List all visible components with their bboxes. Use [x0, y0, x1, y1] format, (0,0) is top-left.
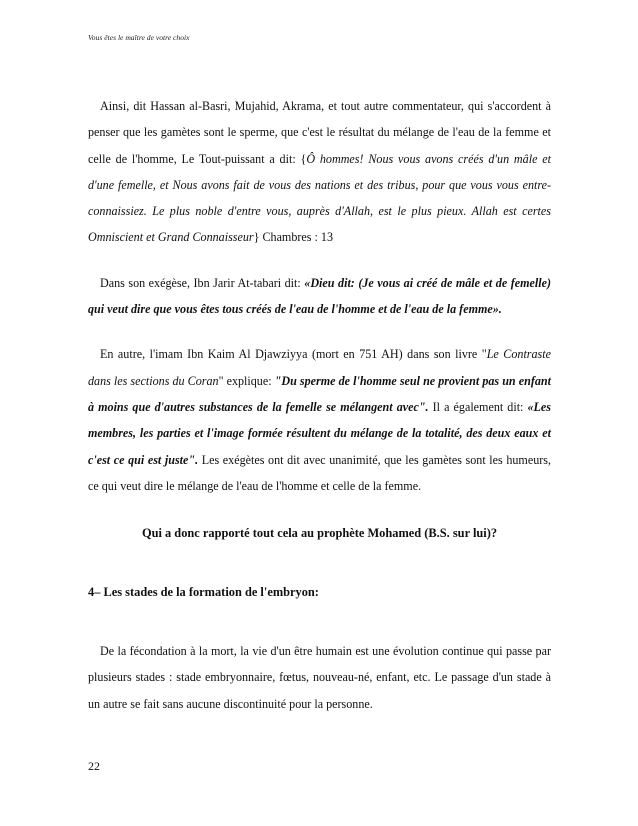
running-header: Vous êtes le maître de votre choix	[88, 33, 190, 42]
ibn-kaim-quote-1: "Du sperme de l'homme seul ne provient pas un enfant à moins que d'autres substances de la femelle se mélangent avec".	[88, 373, 551, 414]
paragraph-stages: De la fécondation à la mort, la vie d'un être humain est une évolution continue qui passe par plusieurs stades : stade embryonnaire, fœtus, nouveau-né, enfant, etc. Le passage d'un stade à un autre se fait sans aucune discontinuité pour la personne.	[88, 644, 551, 711]
paragraph-text: Ainsi, dit Hassan al-Basri, Mujahid, Akrama, et tout autre commentateur, qui s'accordent à penser que les gamètes sont le sperme, que c'est le résultat du mélange de l'eau de la femme et celle de l'homme, Le Tout-puissant a dit: {	[88, 99, 551, 166]
paragraph-tabari	[88, 270, 551, 323]
tabari-quote: «Dieu dit: (Je vous ai créé de mâle et de femelle) qui veut dire que vous êtes tous créés de l'eau de l'homme et de l'eau de la femme».	[88, 275, 551, 317]
quran-reference: } Chambres : 13	[253, 230, 333, 245]
paragraph-text: Il a également dit:	[428, 399, 528, 414]
quran-quote: Ô hommes! Nous vous avons créés d'un mâle et d'une femelle, et Nous avons fait de vous des nations et des tribus, pour que vous vous entre-connaissiez. Le plus noble d'entre vous, auprès d'Allah, est le plus pieux. Allah est certes Omniscient et Grand Connaisseur	[88, 151, 551, 245]
page-number: 22	[88, 759, 100, 773]
paragraph-mixing-waters	[88, 93, 551, 251]
paragraph-text: " explique:	[218, 373, 275, 388]
paragraph-text: En autre, l'imam Ibn Kaim Al Djawziyya (mort en 751 AH) dans son livre "	[100, 347, 487, 362]
section-heading: 4– Les stades de la formation de l'embryon:	[88, 585, 319, 600]
paragraph-ibn-kaim	[88, 341, 551, 499]
book-title: Le Contraste dans les sections du Coran	[88, 347, 551, 388]
rhetorical-question: Qui a donc rapporté tout cela au prophète Mohamed (B.S. sur lui)?	[141, 526, 498, 541]
page-body	[88, 93, 551, 717]
paragraph-text: Les exégètes ont dit avec unanimité, que les gamètes sont les humeurs, ce qui veut dire le mélange de l'eau de l'homme et celle de la femme.	[88, 452, 551, 493]
ibn-kaim-quote-2: «Les membres, les parties et l'image formée résultent du mélange de la totalité, des deux eaux et c'est ce qui est juste".	[88, 399, 551, 467]
paragraph-text: Dans son exégèse, Ibn Jarir At-tabari dit:	[100, 275, 305, 290]
